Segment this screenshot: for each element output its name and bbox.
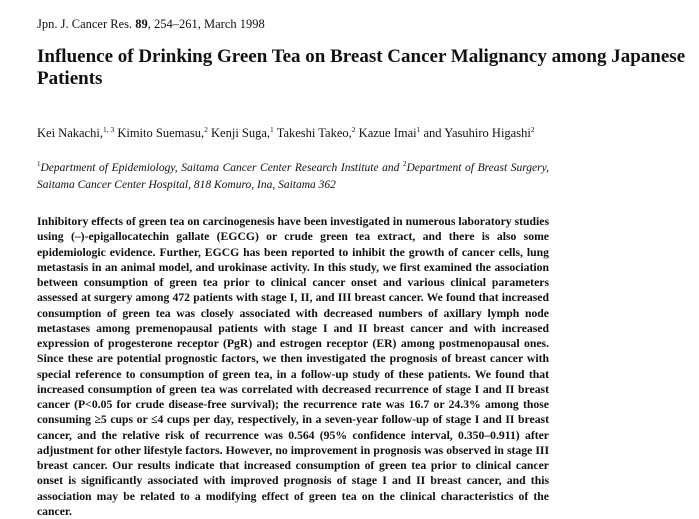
journal-pages-date: , 254–261, March 1998 <box>147 17 265 31</box>
affiliation-text: Department of Epidemiology, Saitama Cancer Center Research Institute and <box>40 161 403 174</box>
affiliation-mark: 2 <box>403 160 407 168</box>
journal-citation <box>37 17 265 32</box>
affiliation-list <box>37 156 549 194</box>
author-name: Takeshi Takeo, <box>276 126 352 141</box>
author-separator: and <box>420 126 445 141</box>
journal-name: Jpn. J. Cancer Res. <box>37 17 133 31</box>
author-affiliation-mark: 1 <box>416 125 421 134</box>
author-affiliation-mark: 2 <box>351 125 356 134</box>
paper-title: Influence of Drinking Green Tea on Breast Cancer Malignancy among Japanese Patients <box>37 46 686 89</box>
author-name: Yasuhiro Higashi <box>444 126 531 141</box>
abstract: Inhibitory effects of green tea on carcinogenesis have been investigated in numerous laboratory studies using (–)-epigallocatechin gallate (EGCG) or crude green tea extract, and there is also some epidemiologic evidence. Further, EGCG has been reported to inhibit the growth of cancer cells, lung metastasis in an animal model, and urokinase activity. In this study, we first examined the association between consumption of green tea prior to clinical cancer onset and various clinical parameters assessed at surgery among 472 patients with stage I, II, and III breast cancer. We found that increased consumption of green tea was closely associated with decreased numbers of axillary lymph node metastases among premenopausal patients with stage I and II breast cancer and with increased expression of progesterone receptor (PgR) and estrogen receptor (ER) among postmenopausal ones. Since these are potential prognostic factors, we then investigated the prognosis of breast cancer with special reference to consumption of green tea, in a follow-up study of these patients. We found that increased consumption of green tea was correlated with decreased recurrence of stage I and II breast cancer (P<0.05 for crude disease-free survival); the recurrence rate was 16.7 or 24.3% among those consuming ≥5 cups or ≤4 cups per day, respectively, in a seven-year follow-up of stage I and II breast cancer, and the relative risk of recurrence was 0.564 (95% confidence interval, 0.350–0.911) after adjustment for other lifestyle factors. However, no improvement in prognosis was observed in stage III breast cancer. Our results indicate that increased consumption of green tea prior to clinical cancer onset is significantly associated with improved prognosis of stage I and II breast cancer, and this association may be related to a modifying effect of green tea on the clinical characteristics of the cancer. <box>37 215 549 518</box>
journal-volume: 89 <box>135 17 148 31</box>
author-name: Kimito Suemasu, <box>117 126 205 141</box>
author-name: Kenji Suga, <box>211 126 271 141</box>
author-affiliation-mark: 2 <box>530 125 535 134</box>
author-name: Kei Nakachi, <box>37 126 103 141</box>
author-affiliation-mark: 1 <box>270 125 274 134</box>
author-affiliation-mark: 2 <box>204 125 208 134</box>
author-affiliation-mark: 1, 3 <box>102 125 115 134</box>
author-list <box>37 121 549 142</box>
author-name: Kazue Imai <box>358 126 417 141</box>
affiliation-mark: 1 <box>37 160 41 168</box>
affiliation-text: Department of Breast Surgery, Saitama Cancer Center Hospital, 818 Komuro, Ina, Saitama 362 <box>37 161 549 191</box>
